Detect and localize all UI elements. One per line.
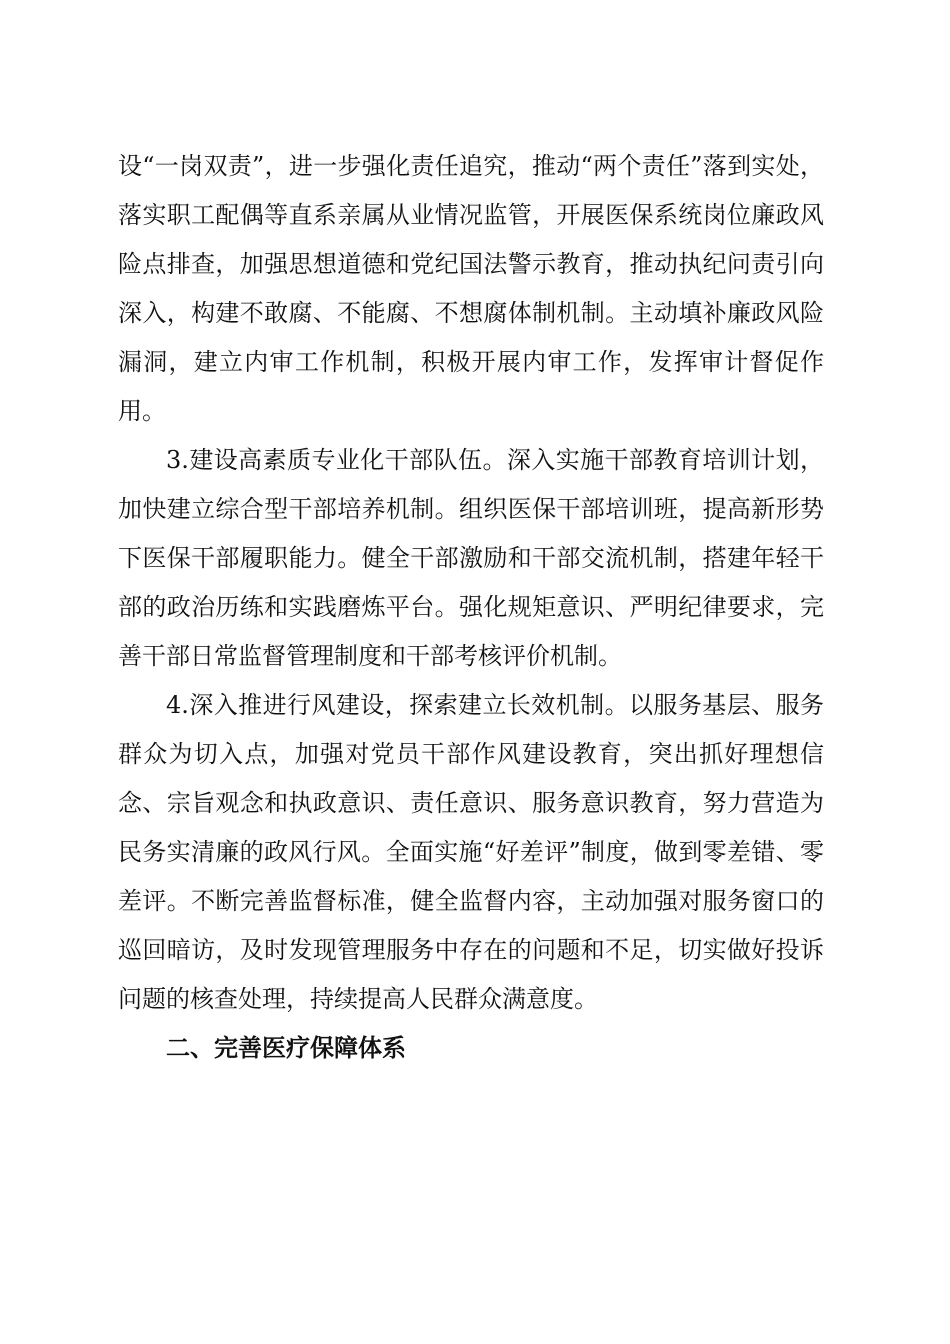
body-text [118,142,824,1073]
paragraph-item-3: 3.建设高素质专业化干部队伍。深入实施干部教育培训计划，加快建立综合型干部培养机制。组织医保干部培训班，提高新形势下医保干部履职能力。健全干部激励和干部交流机制，搭建年轻干部的政治历练和实践磨炼平台。强化规矩意识、严明纪律要求，完善干部日常监督管理制度和干部考核评价机制。 [118,446,824,670]
paragraph-item-4: 4.深入推进行风建设，探索建立长效机制。以服务基层、服务群众为切入点，加强对党员干部作风建设教育，突出抓好理想信念、宗旨观念和执政意识、责任意识、服务意识教育，努力营造为民务实清廉的政风行风。全面实施“好差评”制度，做到零差错、零差评。不断完善监督标准，健全监督内容，主动加强对服务窗口的巡回暗访，及时发现管理服务中存在的问题和不足，切实做好投诉问题的核查处理，持续提高人民群众满意度。 [118,691,824,1013]
section-heading: 二、完善医疗保障体系 [166,1034,406,1062]
paragraph-continuation: 设“一岗双责”，进一步强化责任追究，推动“两个责任”落到实处，落实职工配偶等直系亲属从业情况监管，开展医保系统岗位廉政风险点排查，加强思想道德和党纪国法警示教育，推动执纪问责引向深入，构建不敢腐、不能腐、不想腐体制机制。主动填补廉政风险漏洞，建立内审工作机制，积极开展内审工作，发挥审计督促作用。 [118,152,824,425]
